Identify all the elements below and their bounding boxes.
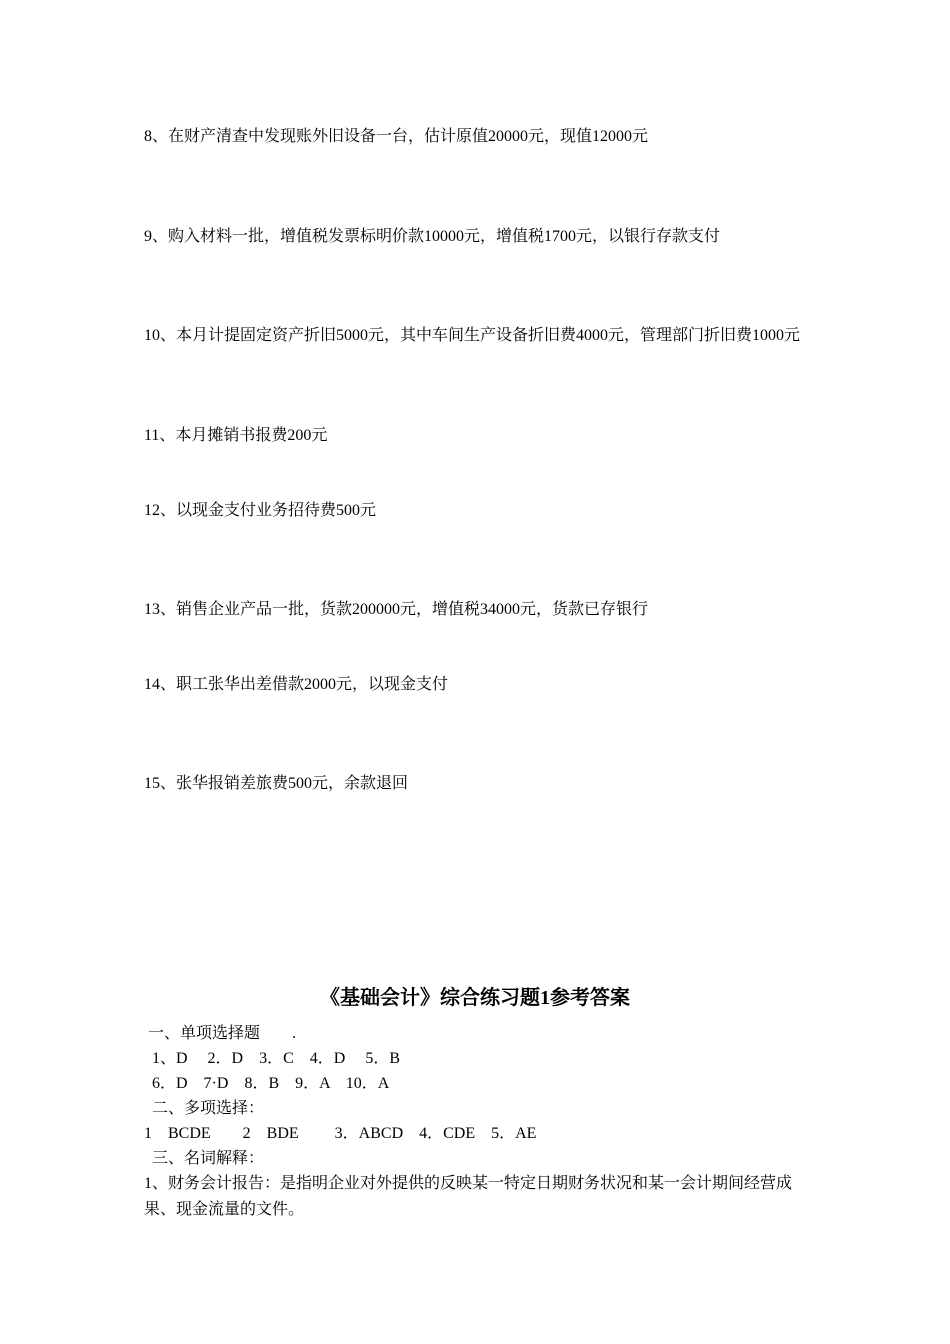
section3-item1: 1、财务会计报告：是指明企业对外提供的反映某一特定日期财务状况和某一会计期间经营成果、现金流量的文件。 (144, 1175, 793, 1218)
section2-answers-row1: 1 BCDE 2 BDE 3．ABCD 4．CDE 5．AE (144, 1125, 537, 1142)
section1-heading: 一、单项选择题 . (148, 1025, 297, 1042)
question-10: 10、本月计提固定资产折旧5000元，其中车间生产设备折旧费4000元，管理部门折旧费1000元 (144, 327, 801, 344)
question-8: 8、在财产清查中发现账外旧设备一台，估计原值20000元，现值12000元 (144, 128, 649, 145)
question-9: 9、购入材料一批，增值税发票标明价款10000元，增值税1700元，以银行存款支付 (144, 228, 721, 245)
question-14: 14、职工张华出差借款2000元，以现金支付 (144, 676, 449, 693)
section2-heading: 二、多项选择： (152, 1100, 265, 1117)
section1-answers-row1: 1、D 2．D 3．C 4．D 5．B (152, 1050, 401, 1067)
question-15: 15、张华报销差旅费500元，余款退回 (144, 775, 409, 792)
section1-answers-row2: 6．D 7·D 8．B 9．A 10．A (152, 1075, 390, 1092)
section3-heading: 三、名词解释： (152, 1150, 265, 1167)
question-11: 11、本月摊销书报费200元 (144, 427, 328, 444)
question-12: 12、以现金支付业务招待费500元 (144, 502, 377, 519)
question-13: 13、销售企业产品一批，货款200000元，增值税34000元，货款已存银行 (144, 601, 649, 618)
answer-title: 《基础会计》综合练习题1参考答案 (320, 987, 630, 1009)
